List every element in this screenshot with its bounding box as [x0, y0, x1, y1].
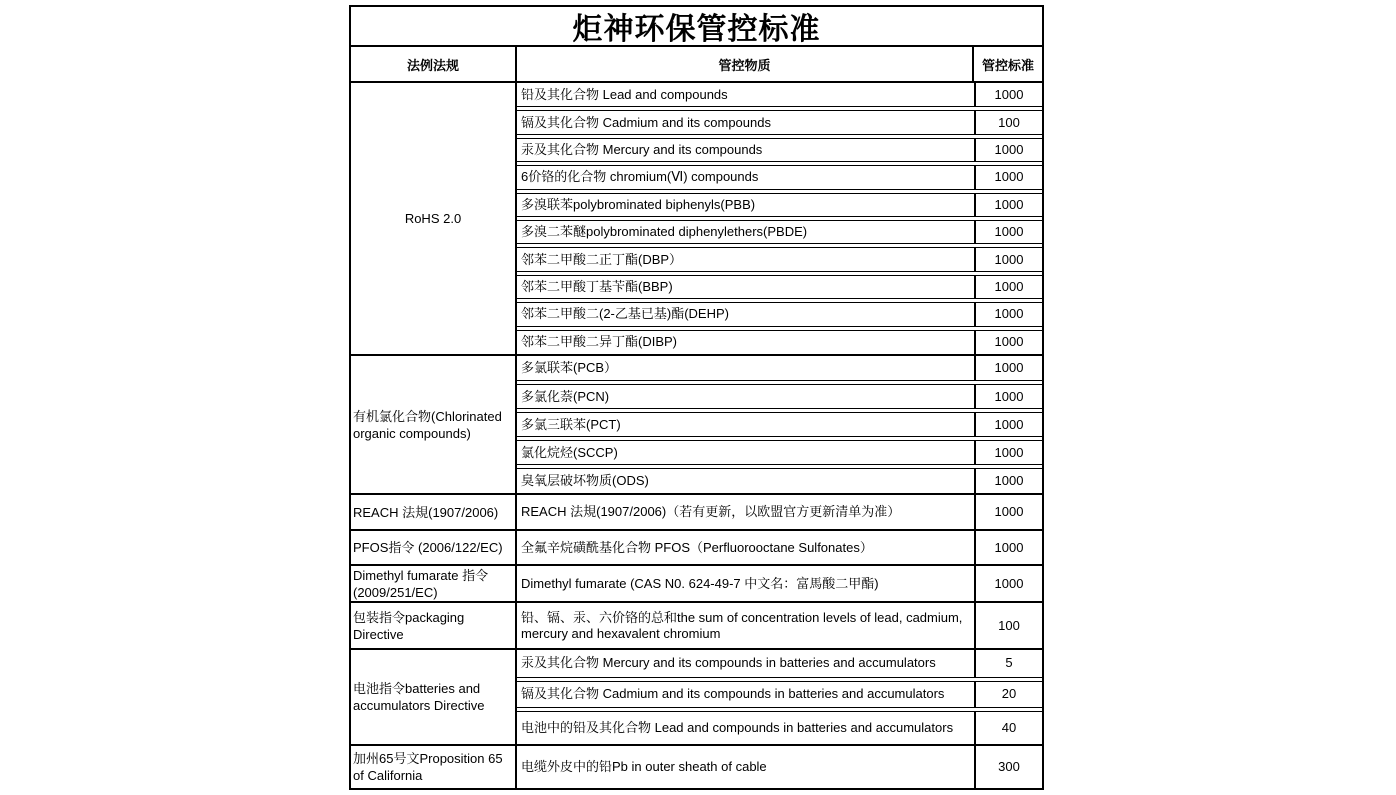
standard-cell: 1000 [976, 83, 1042, 107]
substance-cell: 铅及其化合物 Lead and compounds [517, 83, 976, 107]
page-title: 炬神环保管控标准 [351, 7, 1042, 47]
substance-cell: 镉及其化合物 Cadmium and its compounds in batteries and accumulators [517, 681, 976, 709]
table-row [517, 220, 1042, 244]
regulation-group [351, 531, 1042, 566]
table-row [517, 681, 1042, 709]
substance-cell: 多氯联苯(PCB） [517, 356, 976, 381]
substance-cell: 多氯化萘(PCN) [517, 384, 976, 409]
standard-cell: 5 [976, 650, 1042, 678]
table-row [517, 165, 1042, 189]
table-row [517, 110, 1042, 134]
table-row [517, 495, 1042, 529]
substance-rows [517, 566, 1042, 601]
law-cell: RoHS 2.0 [351, 83, 517, 354]
regulation-group [351, 495, 1042, 531]
substance-cell: 氯化烷烃(SCCP) [517, 440, 976, 465]
standard-cell: 1000 [994, 539, 1024, 555]
substance-cell: 邻苯二甲酸二异丁酯(DIBP) [517, 330, 976, 354]
standard-cell: 300 [998, 759, 1020, 774]
table-row [517, 440, 1042, 465]
regulation-group [351, 603, 1042, 650]
standard-cell: 1000 [976, 468, 1042, 493]
standard-cell: 1000 [976, 356, 1042, 381]
table-row [517, 330, 1042, 354]
substance-cell: 邻苯二甲酸丁基苄酯(BBP) [517, 275, 976, 299]
regulation-group [351, 356, 1042, 495]
table-row [517, 566, 1042, 601]
table-row [517, 138, 1042, 162]
substance-cell: 镉及其化合物 Cadmium and its compounds [517, 110, 976, 134]
table-row [517, 384, 1042, 409]
substance-cell: 全氟辛烷磺酰基化合物 PFOS（Perfluorooctane Sulfonates） [517, 531, 976, 564]
law-cell: 电池指令batteries and accumulators Directive [351, 650, 517, 744]
standard-cell: 1000 [976, 138, 1042, 162]
table-row [517, 650, 1042, 678]
substance-cell: 多氯三联苯(PCT) [517, 412, 976, 437]
substance-cell: 汞及其化合物 Mercury and its compounds in batteries and accumulators [517, 650, 976, 678]
substance-cell: 多溴联苯polybrominated biphenyls(PBB) [517, 193, 976, 217]
regulation-group [351, 746, 1042, 788]
standard-cell: 1000 [994, 504, 1024, 519]
regulation-group [351, 566, 1042, 603]
law-cell: REACH 法規(1907/2006) [351, 495, 517, 529]
table-row [517, 247, 1042, 271]
table-row [517, 275, 1042, 299]
substance-rows [517, 83, 1042, 354]
standard-cell: 1000 [994, 575, 1024, 591]
table-row [517, 412, 1042, 437]
table-row [517, 531, 1042, 564]
column-header-standard: 管控标准 [981, 57, 1034, 73]
substance-cell: 邻苯二甲酸二(2-乙基已基)酯(DEHP) [517, 302, 976, 326]
standard-cell: 20 [976, 681, 1042, 709]
table-row [517, 711, 1042, 744]
substance-cell: 臭氧层破坏物质(ODS) [517, 468, 976, 493]
substance-rows [517, 356, 1042, 493]
standard-cell: 40 [976, 711, 1042, 744]
standard-cell: 1000 [976, 412, 1042, 437]
column-header-substance: 管控物质 [517, 47, 974, 81]
table-row [517, 468, 1042, 493]
law-cell: PFOS指令 (2006/122/EC) [351, 531, 517, 564]
substance-rows [517, 531, 1042, 564]
table-body [351, 83, 1042, 788]
table-row [517, 746, 1042, 788]
standard-cell: 1000 [976, 330, 1042, 354]
law-cell: 包装指令packaging Directive [351, 603, 517, 648]
column-header-law: 法例法规 [351, 47, 517, 81]
table-header-row [351, 47, 1042, 83]
standard-cell: 1000 [976, 165, 1042, 189]
regulation-group [351, 650, 1042, 746]
substance-rows [517, 746, 1042, 788]
substance-cell: 多溴二苯醚polybrominated diphenylethers(PBDE) [517, 220, 976, 244]
standard-cell: 100 [976, 110, 1042, 134]
substance-rows [517, 603, 1042, 648]
substance-cell: REACH 法規(1907/2006)（若有更新，以欧盟官方更新清单为准） [517, 495, 976, 529]
table-row [517, 603, 1042, 648]
law-cell: 加州65号文Proposition 65 of California [351, 746, 517, 788]
substance-cell: 电缆外皮中的铅Pb in outer sheath of cable [517, 746, 976, 788]
standard-cell: 1000 [976, 302, 1042, 326]
standard-cell: 1000 [976, 440, 1042, 465]
table-row [517, 302, 1042, 326]
standard-cell: 1000 [976, 247, 1042, 271]
standard-cell: 100 [998, 617, 1020, 633]
substance-cell: Dimethyl fumarate (CAS N0. 624-49-7 中文名：富馬酸二甲酯) [517, 566, 976, 601]
table-row [517, 193, 1042, 217]
substance-cell: 汞及其化合物 Mercury and its compounds [517, 138, 976, 162]
substance-rows [517, 495, 1042, 529]
substance-cell: 邻苯二甲酸二正丁酯(DBP） [517, 247, 976, 271]
standard-cell: 1000 [976, 275, 1042, 299]
table-row [517, 83, 1042, 107]
standard-cell: 1000 [976, 193, 1042, 217]
substance-rows [517, 650, 1042, 744]
law-cell: Dimethyl fumarate 指令(2009/251/EC) [351, 566, 517, 601]
law-cell: 有机氯化合物(Chlorinated organic compounds) [351, 356, 517, 493]
substance-cell: 铅、镉、汞、六价铬的总和the sum of concentration levels of lead, cadmium, mercury and hexavalent chromium [517, 603, 976, 648]
standard-cell: 1000 [976, 384, 1042, 409]
regulation-group [351, 83, 1042, 356]
standard-cell: 1000 [976, 220, 1042, 244]
control-standards-table [349, 5, 1044, 790]
substance-cell: 6价铬的化合物 chromium(Ⅵ) compounds [517, 165, 976, 189]
substance-cell: 电池中的铅及其化合物 Lead and compounds in batteries and accumulators [517, 711, 976, 744]
table-row [517, 356, 1042, 381]
